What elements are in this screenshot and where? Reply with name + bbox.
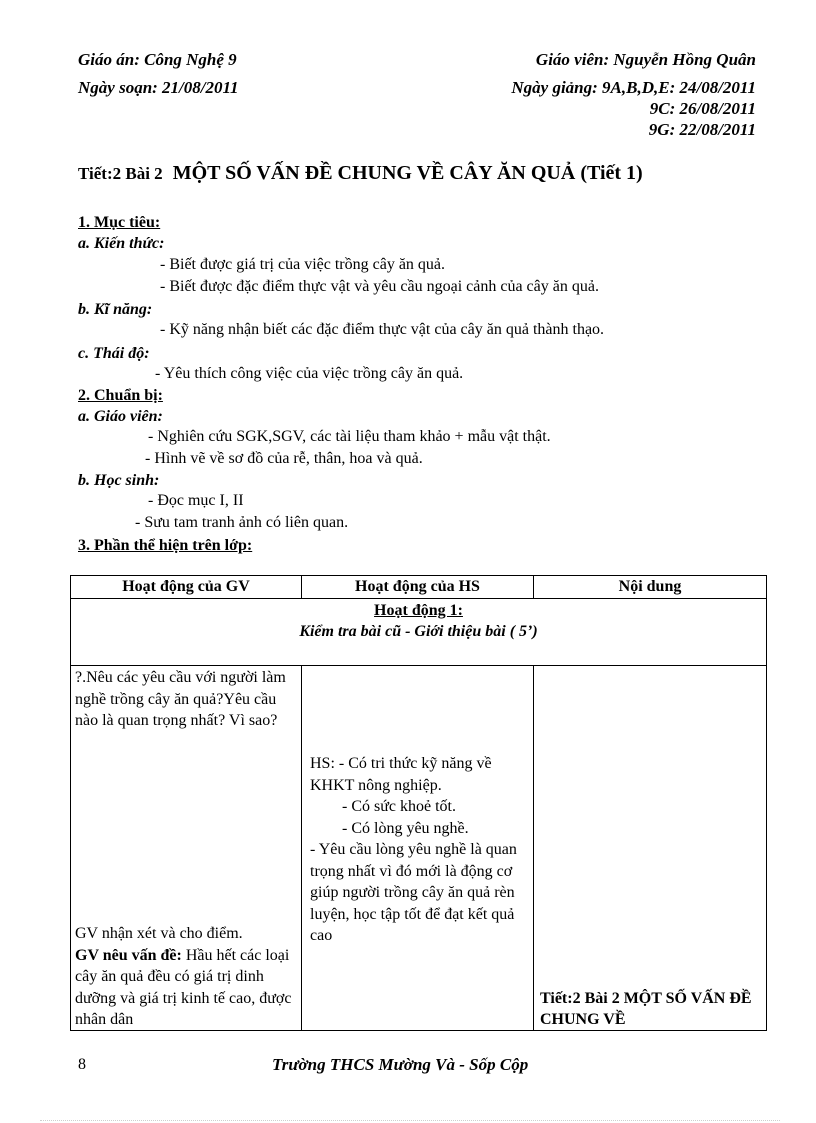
student-answer-2: - Có sức khoẻ tốt.: [342, 798, 456, 815]
teacher-activity-cell: [71, 666, 302, 1031]
teacher-label: Giáo viên: Nguyễn Hồng Quân: [535, 50, 756, 69]
subject-label: Giáo án: Công Nghệ 9: [78, 50, 237, 69]
col-header-content: Nội dung: [534, 576, 767, 599]
prep-date: Ngày soạn: 21/08/2011: [78, 78, 239, 97]
activity-title: Hoạt động 1:: [374, 602, 463, 619]
content-title: Tiết:2 Bài 2 MỘT SỐ VẤN ĐỀ CHUNG VỀ: [540, 990, 752, 1028]
teacher-prep-item-1: - Nghiên cứu SGK,SGV, các tài liệu tham khảo + mẫu vật thật.: [148, 428, 551, 445]
table-header-row: [71, 576, 767, 599]
teacher-comment: GV nhận xét và cho điểm.: [75, 925, 243, 942]
attitude-label: c. Thái độ:: [78, 345, 150, 362]
activity-table: [70, 575, 767, 1031]
objectives-heading: 1. Mục tiêu:: [78, 214, 161, 231]
student-prep-label: b. Học sinh:: [78, 472, 160, 489]
lesson-title: [78, 162, 643, 185]
col-header-student: Hoạt động của HS: [302, 576, 534, 599]
activity-subtitle: Kiểm tra bài cũ - Giới thiệu bài ( 5’): [299, 623, 538, 640]
student-answers: [310, 753, 527, 947]
student-answer-3: - Có lòng yêu nghề.: [342, 819, 469, 837]
preparation-heading: 2. Chuẩn bị:: [78, 387, 163, 404]
teacher-remarks: [75, 923, 297, 1031]
teacher-question: ?.Nêu các yêu cầu với người làm nghề trồng cây ăn quả?Yêu cầu nào là quan trọng nhất? Vì sao?: [75, 669, 286, 729]
attitude-item-1: - Yêu thích công việc của việc trồng cây ăn quả.: [155, 365, 464, 382]
student-prep-item-2: - Sưu tam tranh ảnh có liên quan.: [135, 514, 349, 531]
teacher-issue-label: GV nêu vấn đề:: [75, 946, 182, 964]
teacher-prep-label: a. Giáo viên:: [78, 408, 163, 425]
school-name: Trường THCS Mường Và - Sốp Cộp: [272, 1055, 529, 1074]
student-answer-1: HS: - Có tri thức kỹ năng về KHKT nông nghiệp.: [310, 755, 492, 794]
knowledge-item-1: - Biết được giá trị của việc trồng cây ăn quả.: [160, 256, 446, 273]
teach-date-2: 9C: 26/08/2011: [649, 99, 756, 118]
student-activity-cell: [302, 666, 534, 1031]
teach-date-1: Ngày giảng: 9A,B,D,E: 24/08/2011: [511, 78, 756, 97]
teacher-prep-item-2: - Hình vẽ về sơ đồ của rễ, thân, hoa và quả.: [145, 450, 423, 467]
student-answer-4: - Yêu cầu lòng yêu nghề là quan trọng nhất vì đó mới là động cơ giúp người trồng cây ăn quả rèn luyện, học tập tốt để đạt kết quả cao: [310, 841, 517, 944]
lesson-activity-heading: 3. Phần thể hiện trên lớp:: [78, 537, 253, 554]
teach-date-3: 9G: 22/08/2011: [648, 120, 756, 139]
activity-content-row: [71, 666, 767, 1031]
lesson-title-main: MỘT SỐ VẤN ĐỀ CHUNG VỀ CÂY ĂN QUẢ (Tiết 1): [172, 162, 643, 184]
skills-item-1: - Kỹ năng nhận biết các đặc điểm thực vật của cây ăn quả thành thạo.: [160, 321, 605, 338]
lesson-title-prefix: Tiết:2 Bài 2: [78, 164, 163, 183]
content-cell: [534, 666, 767, 1031]
teacher-issue-text: Hầu hết các loại cây ăn quả đều có giá trị dinh dưỡng và giá trị kinh tế cao, được nhân dân: [75, 946, 292, 1028]
teacher-issue: [75, 945, 297, 1031]
knowledge-label: a. Kiến thức:: [78, 235, 165, 252]
knowledge-item-2: - Biết được đặc điểm thực vật và yêu cầu ngoại cảnh của cây ăn quả.: [160, 278, 599, 295]
col-header-teacher: Hoạt động của GV: [71, 576, 302, 599]
student-prep-item-1: - Đọc mục I, II: [148, 492, 244, 509]
page-bottom-divider: [40, 1120, 780, 1121]
activity-title-row: [71, 599, 767, 666]
activity-title-cell: [71, 599, 767, 666]
page-number: 8: [78, 1056, 86, 1073]
skills-label: b. Kĩ năng:: [78, 301, 153, 318]
